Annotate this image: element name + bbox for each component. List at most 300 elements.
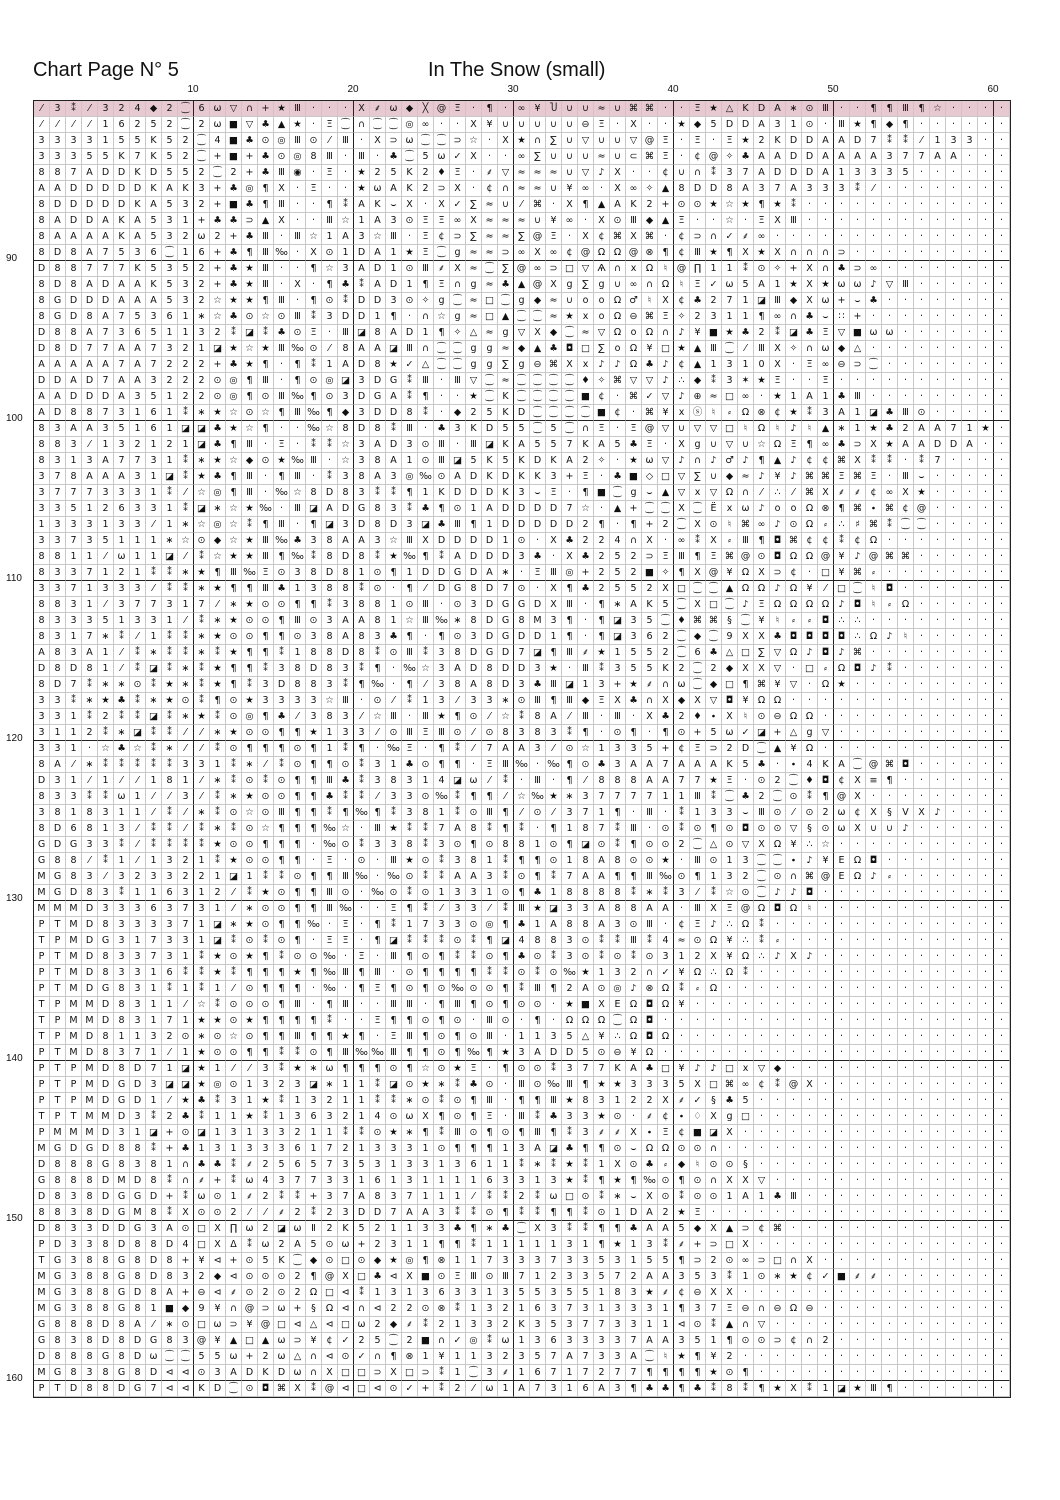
grid-cell: 8 [338,565,354,581]
grid-cell: · [994,757,1010,773]
grid-cell: ¶ [914,101,930,117]
grid-cell: ¥ [690,325,706,341]
grid-cell: ¶ [306,293,322,309]
grid-cell: · [994,197,1010,213]
grid-cell: □ [722,1237,738,1253]
grid-cell: ⁄ [66,117,82,133]
grid-cell: ⁑ [82,789,98,805]
grid-cell: ⌘ [882,549,898,565]
grid-cell: P [50,1109,66,1125]
grid-cell: · [994,805,1010,821]
grid-cell: G [130,1189,146,1205]
grid-cell: 1 [658,789,674,805]
grid-cell: ⁄ [866,181,882,197]
grid-cell: ¶ [818,789,834,805]
grid-cell: ⁑ [354,789,370,805]
grid-cell: + [194,213,210,229]
grid-cell: ■ [162,1301,178,1317]
grid-cell: 4 [178,1237,194,1253]
grid-cell: 1 [530,1237,546,1253]
grid-cell: D [34,373,50,389]
grid-cell: ★ [498,1045,514,1061]
grid-cell: 3 [66,565,82,581]
grid-cell: 7 [514,645,530,661]
grid-cell: ⊲ [386,1269,402,1285]
grid-cell: · [818,885,834,901]
grid-cell: ☆ [930,101,946,117]
grid-cell: 8 [578,821,594,837]
grid-cell: D [498,549,514,565]
grid-cell: 6 [146,245,162,261]
grid-cell: · [850,901,866,917]
grid-cell: ⁑ [882,453,898,469]
grid-cell: 7 [146,1061,162,1077]
grid-cell: ♪ [850,549,866,565]
grid-cell: 8 [98,1269,114,1285]
grid-cell: · [914,1093,930,1109]
grid-cell: 2 [370,1317,386,1333]
grid-cell: 7 [482,741,498,757]
grid-cell: ⁐ [674,517,690,533]
grid-cell: ☆ [722,197,738,213]
grid-cell: △ [706,837,722,853]
grid-cell: ⊙ [482,949,498,965]
grid-cell: ∗ [162,533,178,549]
grid-cell: ⊖ [194,1285,210,1301]
grid-cell: ∗ [210,821,226,837]
grid-cell: 3 [130,1109,146,1125]
grid-cell: 1 [146,485,162,501]
grid-cell: D [98,1077,114,1093]
grid-cell: ⁑ [258,869,274,885]
grid-cell: ⁑ [562,1221,578,1237]
grid-cell: 2 [178,357,194,373]
grid-cell: 1 [178,949,194,965]
grid-cell: 3 [706,1269,722,1285]
grid-cell: · [818,1029,834,1045]
grid-cell: · [978,789,994,805]
grid-cell: 8 [354,597,370,613]
grid-cell: 1 [162,325,178,341]
grid-cell: ⸙ [642,677,658,693]
grid-cell: ⁐ [722,789,738,805]
grid-cell: · [930,309,946,325]
grid-cell: · [274,229,290,245]
grid-cell: ◎ [562,565,578,581]
grid-cell: 2 [722,1349,738,1365]
grid-cell: ⊃ [850,357,866,373]
grid-cell: A [690,757,706,773]
grid-cell: ⊙ [418,1013,434,1029]
grid-cell: 2 [626,565,642,581]
grid-cell: 8 [50,661,66,677]
grid-cell: Ω [770,597,786,613]
grid-cell: Ξ [450,101,466,117]
grid-cell: ⁄ [242,1061,258,1077]
grid-cell: D [146,165,162,181]
grid-cell: @ [674,261,690,277]
grid-cell: 3 [562,1333,578,1349]
grid-cell: ⁑ [610,933,626,949]
grid-cell: · [850,1253,866,1269]
grid-cell: 1 [178,1045,194,1061]
chart-row [34,261,1010,277]
grid-cell: □ [706,597,722,613]
grid-cell: ω [402,1109,418,1125]
grid-cell: ◆ [514,341,530,357]
grid-cell: · [978,1125,994,1141]
grid-cell: 8 [370,1189,386,1205]
grid-cell: ★ [978,421,994,437]
grid-cell: · [802,1125,818,1141]
grid-cell: ¶ [418,1045,434,1061]
grid-cell: · [898,965,914,981]
grid-cell: ⁐ [482,261,498,277]
grid-cell: Ω [754,901,770,917]
grid-cell: ¶ [306,261,322,277]
grid-cell: ‰ [370,885,386,901]
grid-cell: ⊙ [610,1141,626,1157]
chart-row [34,469,1010,485]
grid-cell: 5 [738,277,754,293]
grid-cell: 3 [210,1141,226,1157]
grid-cell: ◘ [786,629,802,645]
grid-cell: · [866,245,882,261]
grid-cell: · [930,1061,946,1077]
grid-cell: ⊲ [290,1317,306,1333]
grid-cell: ☆ [178,533,194,549]
grid-cell: ⁐ [482,389,498,405]
grid-cell: 3 [306,1093,322,1109]
grid-cell: 7 [562,437,578,453]
grid-cell: 2 [626,1269,642,1285]
grid-cell: g [802,725,818,741]
grid-cell: · [706,1045,722,1061]
grid-cell: · [882,693,898,709]
grid-cell: 3 [530,661,546,677]
grid-cell: · [834,693,850,709]
grid-cell: 4 [210,133,226,149]
grid-cell: · [898,1269,914,1285]
grid-cell: § [722,613,738,629]
grid-cell: ⊃ [754,1253,770,1269]
grid-cell: 3 [402,1157,418,1173]
grid-cell: D [370,293,386,309]
grid-cell: 7 [50,485,66,501]
grid-cell: ♪ [770,517,786,533]
grid-cell: · [946,901,962,917]
grid-cell: Ξ [546,485,562,501]
grid-cell: ◘ [258,1381,274,1397]
grid-cell: ⁑ [562,1125,578,1141]
grid-cell: · [562,485,578,501]
grid-cell: ⊙ [722,1365,738,1381]
grid-cell: 1 [98,437,114,453]
grid-cell: ⁐ [658,613,674,629]
grid-cell: ◪ [274,1221,290,1237]
grid-cell: 5 [594,1253,610,1269]
grid-cell: 8 [34,677,50,693]
grid-cell: 6 [546,1333,562,1349]
grid-cell: ▽ [626,373,642,389]
grid-cell: ∩ [418,309,434,325]
grid-cell: ⁄ [514,805,530,821]
grid-cell: · [978,725,994,741]
grid-cell: · [882,373,898,389]
grid-cell: 3 [386,469,402,485]
grid-cell: · [866,1173,882,1189]
grid-cell: · [930,549,946,565]
grid-cell: Ξ [754,597,770,613]
grid-cell: ⊙ [418,853,434,869]
grid-cell: · [818,1237,834,1253]
grid-cell: D [498,677,514,693]
grid-cell: 8 [466,853,482,869]
grid-cell: · [898,309,914,325]
grid-cell: ⁄ [578,773,594,789]
grid-cell: · [722,981,738,997]
grid-cell: ♣ [626,1221,642,1237]
grid-cell: ▲ [610,501,626,517]
grid-cell: · [898,1109,914,1125]
grid-cell: 5 [162,165,178,181]
grid-cell: ω [386,101,402,117]
grid-cell: D [34,1157,50,1173]
grid-cell: · [898,581,914,597]
grid-cell: D [370,261,386,277]
grid-cell: ⌘ [802,485,818,501]
grid-cell: Ⅹ [450,181,466,197]
grid-cell: 1 [514,1029,530,1045]
grid-cell: · [962,453,978,469]
grid-cell: 7 [50,469,66,485]
grid-cell: ☆ [226,517,242,533]
chart-row [34,629,1010,645]
grid-cell: D [770,165,786,181]
grid-cell: ⁐ [194,133,210,149]
grid-cell: 3 [354,485,370,501]
grid-cell: 3 [130,485,146,501]
grid-cell: 8 [354,645,370,661]
grid-cell: · [898,1205,914,1221]
grid-cell: A [658,901,674,917]
grid-cell: · [754,1109,770,1125]
grid-cell: ♪ [658,357,674,373]
grid-cell: ♪ [754,469,770,485]
grid-cell: 3 [610,965,626,981]
grid-cell: · [834,373,850,389]
grid-cell: G [50,1301,66,1317]
grid-cell: 1 [386,1157,402,1173]
grid-cell: 7 [658,757,674,773]
grid-cell: ⊙ [226,837,242,853]
grid-cell: ⁑ [498,1189,514,1205]
grid-cell: · [946,549,962,565]
grid-cell: ¶ [290,597,306,613]
chart-row [34,549,1010,565]
grid-cell: · [786,1221,802,1237]
grid-cell: A [514,741,530,757]
grid-cell: 1 [66,709,82,725]
grid-cell: · [866,1301,882,1317]
grid-cell: □ [818,565,834,581]
grid-cell: ◪ [578,837,594,853]
grid-cell: ¶ [466,1141,482,1157]
grid-cell: · [930,1285,946,1301]
grid-cell: A [706,757,722,773]
grid-cell: · [962,229,978,245]
grid-cell: ◆ [546,325,562,341]
grid-cell: + [210,261,226,277]
grid-cell: ⊙ [450,501,466,517]
grid-cell: · [930,821,946,837]
row-number: 140 [6,1053,23,1064]
grid-cell: ≈ [578,325,594,341]
grid-cell: ¢ [658,165,674,181]
grid-cell: ¶ [514,885,530,901]
grid-cell: Ⅲ [338,325,354,341]
grid-cell: · [850,1157,866,1173]
grid-cell: · [978,261,994,277]
grid-cell: M [66,1029,82,1045]
grid-cell: 8 [338,341,354,357]
grid-cell: · [882,1365,898,1381]
grid-cell: · [882,1285,898,1301]
grid-cell: ⊙ [706,517,722,533]
grid-cell: ⁐ [514,309,530,325]
grid-cell: D [498,501,514,517]
grid-cell: 3 [418,1157,434,1173]
grid-cell: ‰ [290,341,306,357]
grid-cell: ♣ [514,917,530,933]
grid-cell: ■ [226,117,242,133]
grid-cell: G [50,869,66,885]
grid-cell: ⁑ [562,725,578,741]
grid-cell: 3 [370,837,386,853]
grid-cell: 2 [178,229,194,245]
grid-cell: ⁄ [82,437,98,453]
grid-cell: K [130,261,146,277]
grid-cell: Ⅲ [258,533,274,549]
grid-cell: 8 [82,1269,98,1285]
grid-cell: ♣ [402,757,418,773]
grid-cell: Ⅹ [722,1125,738,1141]
grid-cell: 3 [434,677,450,693]
grid-cell: ♮ [642,293,658,309]
grid-cell: Ⅹ [610,181,626,197]
grid-cell: · [514,773,530,789]
grid-cell: · [898,1301,914,1317]
grid-cell: ◪ [178,1077,194,1093]
grid-cell: ⊙ [242,821,258,837]
grid-cell: ⁑ [178,581,194,597]
grid-cell: ⁐ [690,661,706,677]
grid-cell: Ⅹ [466,213,482,229]
grid-cell: · [978,597,994,613]
grid-cell: Ⅹ [866,437,882,453]
grid-cell: D [530,453,546,469]
grid-cell: ◆ [690,1221,706,1237]
grid-cell: · [962,1333,978,1349]
grid-cell: Ⅹ [802,277,818,293]
grid-cell: 7 [866,133,882,149]
grid-cell: Ω [802,517,818,533]
grid-cell: · [834,1093,850,1109]
grid-cell: ¶ [402,485,418,501]
grid-cell: ∞ [818,437,834,453]
grid-cell: · [930,741,946,757]
grid-cell: ∩ [306,1365,322,1381]
grid-cell: 3 [626,741,642,757]
grid-cell: + [354,1237,370,1253]
grid-cell: 7 [290,1173,306,1189]
grid-cell: ★ [226,853,242,869]
grid-cell: ▲ [514,277,530,293]
grid-cell: A [466,869,482,885]
grid-cell: 1 [834,165,850,181]
grid-cell: 2 [274,1237,290,1253]
grid-cell: 2 [322,1093,338,1109]
grid-cell: 8 [98,1381,114,1397]
grid-cell: 1 [162,389,178,405]
grid-cell: 8 [98,1301,114,1317]
grid-cell: · [898,1317,914,1333]
grid-cell: ¥ [658,405,674,421]
grid-cell: ⊙ [354,853,370,869]
grid-cell: + [210,197,226,213]
grid-cell: · [866,965,882,981]
grid-cell: · [834,1333,850,1349]
grid-cell: Ⅹ [802,261,818,277]
grid-cell: · [914,597,930,613]
grid-cell: ⊃ [418,1365,434,1381]
grid-cell: ⌣ [818,309,834,325]
grid-cell: ‰ [434,789,450,805]
grid-cell: 7 [674,773,690,789]
grid-cell: Ⅲ [754,341,770,357]
grid-cell: ¶ [674,1253,690,1269]
grid-cell: D [530,597,546,613]
chart-row [34,997,1010,1013]
chart-row [34,1333,1010,1349]
grid-cell: ⸙ [834,485,850,501]
grid-cell: · [978,517,994,533]
grid-cell: · [914,1301,930,1317]
grid-cell: · [866,885,882,901]
grid-cell: ⁑ [418,405,434,421]
grid-cell: · [466,181,482,197]
grid-cell: D [146,1269,162,1285]
grid-cell: ⁑ [162,725,178,741]
grid-cell: ♂ [722,453,738,469]
chart-row [34,437,1010,453]
grid-cell: Ξ [322,117,338,133]
grid-cell: · [290,517,306,533]
grid-cell: ⊙ [466,981,482,997]
grid-cell: + [242,149,258,165]
grid-cell: · [946,277,962,293]
grid-cell: 8 [130,1365,146,1381]
grid-cell: · [882,1221,898,1237]
grid-cell: A [754,277,770,293]
grid-cell: 3 [114,869,130,885]
grid-cell: 3 [34,709,50,725]
grid-cell: 1 [722,853,738,869]
grid-cell: + [242,1349,258,1365]
grid-cell: ⊙ [690,1141,706,1157]
grid-cell: 1 [546,629,562,645]
grid-cell: ★ [162,677,178,693]
